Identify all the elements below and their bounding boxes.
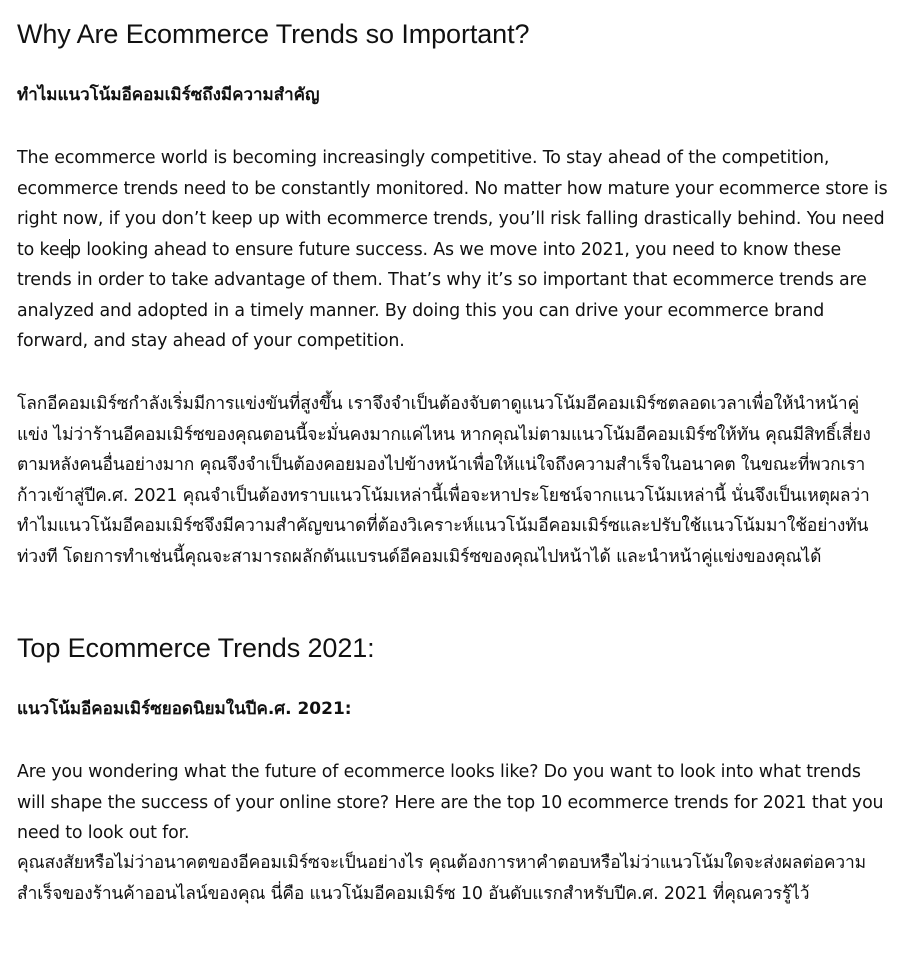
heading-why-trends-important-thai: ทำไมแนวโน้มอีคอมเมิร์ซถึงมีความสำคัญ [17, 85, 320, 105]
heading-top-trends-2021: Top Ecommerce Trends 2021: [17, 633, 375, 663]
heading-why-trends-important: Why Are Ecommerce Trends so Important? [17, 19, 530, 49]
paragraph-text-before-cursor: The ecommerce world is becoming increasingly competitive. To stay ahead of the competition, ecommerce trends need to be constantly monitored. No matter how mature your ecommerce store is right now, if you don’t keep up with ecommerce trends, you’ll risk falling drastically behind. You need to kee [17, 148, 888, 260]
paragraph-top-trends-intro-english[interactable]: Are you wondering what the future of ecommerce looks like? Do you want to look into what trends will shape the success of your online store? Here are the top 10 ecommerce trends for 2021 that you need to look out for. [17, 762, 884, 843]
paragraph-top-trends-intro-thai[interactable]: คุณสงสัยหรือไม่ว่าอนาคตของอีคอมเมิร์ซจะเป็นอย่างไร คุณต้องการหาคำตอบหรือไม่ว่าแนวโน้มใดจะส่งผลต่อความสำเร็จของร้านค้าออนไลน์ของคุณ นี่คือ แนวโน้มอีคอมเมิร์ซ 10 อันดับแรกสำหรับปีค.ศ. 2021 ที่คุณควรรู้ไว้ [17, 853, 866, 904]
paragraph-trends-importance-english[interactable] [17, 143, 889, 357]
paragraph-trends-importance-thai[interactable]: โลกอีคอมเมิร์ซกำลังเริ่มมีการแข่งขันที่สูงขึ้น เราจึงจำเป็นต้องจับตาดูแนวโน้มอีคอมเมิร์ซตลอดเวลาเพื่อให้นำหน้าคู่แข่ง ไม่ว่าร้านอีคอมเมิร์ซของคุณตอนนี้จะมั่นคงมากแค่ไหน หากคุณไม่ตามแนวโน้มอีคอมเมิร์ซให้ทัน คุณมีสิทธิ์เสี่ยงตามหลังคนอื่นอย่างมาก คุณจึงจำเป็นต้องคอยมองไปข้างหน้าเพื่อให้แน่ใจถึงความสำเร็จในอนาคต ในขณะที่พวกเราก้าวเข้าสู่ปีค.ศ. 2021 คุณจำเป็นต้องทราบแนวโน้มเหล่านี้เพื่อจะหาประโยชน์จากแนวโน้มเหล่านี้ นั่นจึงเป็นเหตุผลว่าทำไมแนวโน้มอีคอมเมิร์ซจึงมีความสำคัญขนาดที่ต้องวิเคราะห์แนวโน้มอีคอมเมิร์ซและปรับใช้แนวโน้มมาใช้อย่างทันท่วงที โดยการทำเช่นนี้คุณจะสามารถผลักดันแบรนด์อีคอมเมิร์ซของคุณไปหน้าได้ และนำหน้าคู่แข่งของคุณได้ [17, 394, 871, 567]
paragraph-text-after-cursor: p looking ahead to ensure future success. As we move into 2021, you need to know these trends in order to take advantage of them. That’s why it’s so important that ecommerce trends are analyzed and adopted in a timely manner. By doing this you can drive your ecommerce brand forward, and stay ahead of your competition. [17, 239, 867, 351]
heading-top-trends-2021-thai: แนวโน้มอีคอมเมิร์ซยอดนิยมในปีค.ศ. 2021: [17, 699, 352, 719]
